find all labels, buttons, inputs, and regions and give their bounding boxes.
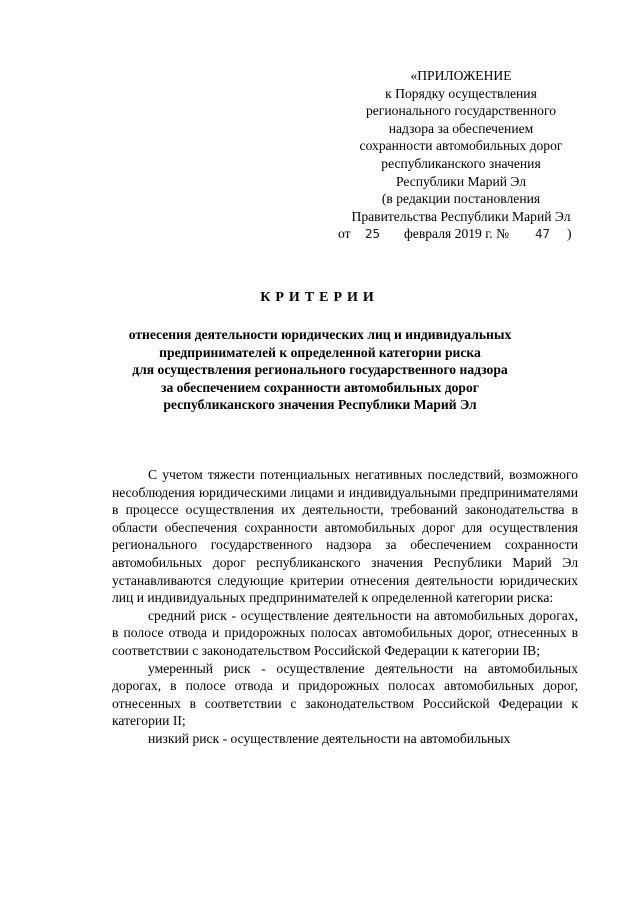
appendix-line: «ПРИЛОЖЕНИЕ — [410, 68, 512, 83]
subtitle-line: для осуществления регионального государственного надзора — [132, 362, 508, 378]
subtitle-line: предпринимателей к определенной категории риска — [159, 344, 481, 360]
date-prefix: от — [338, 226, 351, 242]
subtitle-line: за обеспечением сохранности автомобильных дорог — [161, 379, 479, 395]
date-text: февраля 2019 г. № — [404, 226, 510, 242]
appendix-date-line — [336, 225, 586, 243]
appendix-line: к Порядку осуществления — [385, 85, 537, 101]
document-subtitle — [60, 326, 580, 414]
subtitle-line: отнесения деятельности юридических лиц и индивидуальных — [128, 327, 512, 342]
appendix-line: Республики Марий Эл — [395, 173, 527, 189]
appendix-line: надзора за обеспечением — [388, 120, 534, 136]
body-paragraph: умеренный риск - осуществление деятельности на автомобильных дорогах, в полосе отвода и придорожных полосах автомобильных дорог, отнесенных в соответствии с законодательством Российской Федерации к категории II; — [112, 660, 578, 729]
appendix-line: Правительства Республики Марий Эл — [351, 208, 571, 224]
subtitle-line: республиканского значения Республики Марий Эл — [163, 397, 477, 413]
body-paragraph: низкий риск - осуществление деятельности на автомобильных — [148, 730, 511, 746]
appendix-line: республиканского значения — [381, 155, 541, 171]
document-title: КРИТЕРИИ — [260, 290, 379, 305]
document-number: 47 — [535, 226, 551, 242]
appendix-line: сохранности автомобильных дорог — [359, 138, 563, 154]
appendix-header — [336, 67, 586, 243]
appendix-line: регионального государственного — [365, 103, 557, 119]
document-body — [112, 466, 578, 748]
body-paragraph: С учетом тяжести потенциальных негативных последствий, возможного несоблюдения юридическими лицами и индивидуальными предпринимателями в процессе осуществления их деятельности, требований законодательства в области обеспечения сохранности автомобильных дорог для осуществления регионального государственного надзора за обеспечением сохранности автомобильных дорог республиканского значения Республики Марий Эл устанавливаются следующие критерии отнесения деятельности юридических лиц и индивидуальных предпринимателей к определенной категории риска: — [112, 467, 578, 606]
body-paragraph: средний риск - осуществление деятельности на автомобильных дорогах, в полосе отвода и придорожных полосах автомобильных дорог, отнесенных в соответствии с законодательством Российской Федерации к категории IB; — [112, 607, 578, 658]
appendix-line: (в редакции постановления — [381, 191, 541, 207]
date-day: 25 — [365, 226, 381, 242]
date-close: ) — [567, 226, 572, 242]
